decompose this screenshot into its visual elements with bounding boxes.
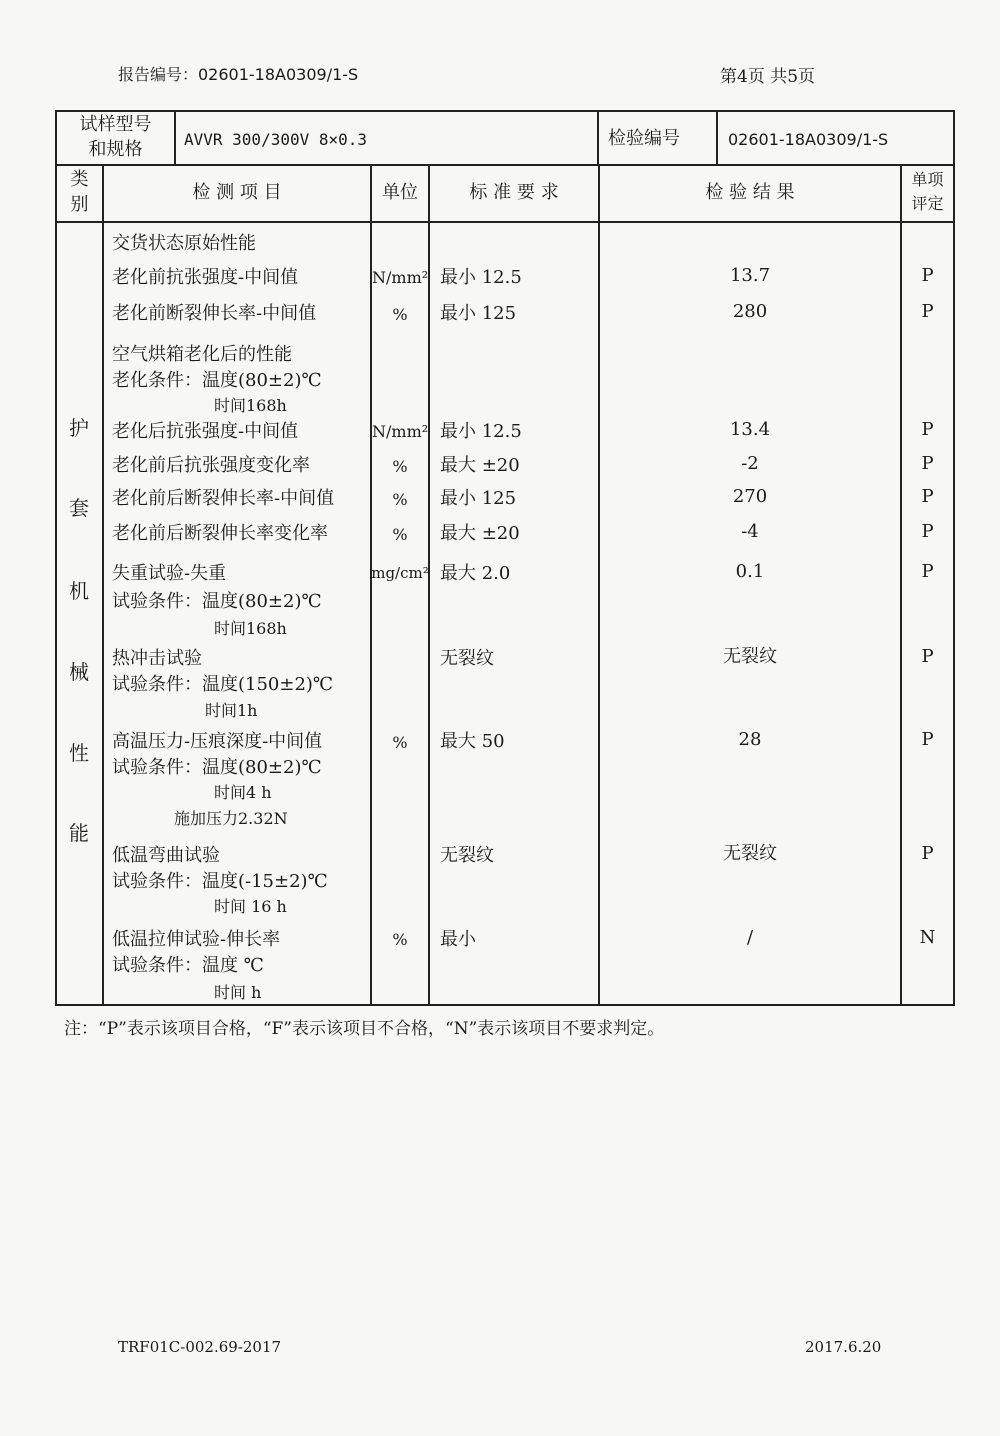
- header-unit: 单位: [382, 182, 418, 203]
- verdict-cell: P: [921, 301, 934, 322]
- category-char: 机: [69, 579, 89, 603]
- result-cell: 280: [732, 301, 768, 322]
- category-char: 护: [69, 416, 89, 440]
- test-condition: 试验条件：温度(150±2)℃: [112, 674, 334, 695]
- unit-cell: %: [392, 457, 408, 476]
- page-number: 第4页 共5页: [720, 67, 816, 87]
- category-char: 性: [69, 741, 89, 765]
- report-number: 报告编号：02601-18A0309/1-S: [118, 65, 359, 84]
- inspection-value: 02601-18A0309/1-S: [728, 130, 889, 149]
- result-cell: 13.7: [729, 265, 771, 286]
- footer-date: 2017.6.20: [805, 1338, 882, 1356]
- verdict-cell: P: [921, 265, 934, 286]
- result-cell: 270: [732, 486, 768, 507]
- verdict-cell: P: [921, 561, 934, 582]
- result-cell: -4: [741, 521, 759, 542]
- verdict-cell: P: [921, 729, 934, 750]
- unit-cell: N/mm²: [372, 268, 429, 287]
- test-condition: 时间168h: [214, 619, 287, 638]
- category-char: 械: [69, 660, 89, 684]
- result-cell: 13.4: [729, 419, 771, 440]
- header-category-2: 别: [70, 194, 89, 215]
- result-cell: 无裂纹: [723, 646, 777, 667]
- verdict-cell: P: [921, 453, 934, 474]
- test-item: 低温拉伸试验-伸长率: [112, 929, 281, 950]
- standard-cell: 最大 ±20: [440, 523, 520, 544]
- standard-cell: 最小 12.5: [440, 267, 522, 288]
- standard-cell: 最大 2.0: [440, 563, 511, 584]
- inspection-label: 检验编号: [608, 128, 680, 149]
- header-verdict: 单项: [911, 170, 944, 189]
- test-condition: 试验条件：温度 ℃: [112, 955, 264, 976]
- verdict-cell: P: [921, 419, 934, 440]
- form-code: TRF01C-002.69-2017: [118, 1338, 282, 1356]
- test-item: 低温弯曲试验: [112, 845, 220, 866]
- standard-cell: 最小: [440, 929, 476, 950]
- header-item: 检 测 项 目: [192, 182, 282, 203]
- test-condition: 试验条件：温度(80±2)℃: [112, 591, 322, 612]
- header-standard: 标 准 要 求: [469, 182, 559, 203]
- standard-cell: 最小 125: [440, 303, 517, 324]
- standard-cell: 最小 125: [440, 488, 517, 509]
- verdict-cell: P: [921, 521, 934, 542]
- test-item: 老化前后断裂伸长率变化率: [112, 523, 328, 544]
- verdict-cell: P: [921, 486, 934, 507]
- test-item: 失重试验-失重: [112, 563, 227, 584]
- result-cell: 0.1: [735, 561, 765, 582]
- category-char: 能: [69, 821, 89, 845]
- test-item: 热冲击试验: [112, 648, 202, 669]
- model-value: AVVR 300/300V 8×0.3: [184, 130, 368, 149]
- standard-cell: 无裂纹: [440, 648, 494, 669]
- unit-cell: %: [392, 930, 408, 949]
- result-cell: 无裂纹: [723, 843, 777, 864]
- standard-cell: 无裂纹: [440, 845, 494, 866]
- header-category: 类: [70, 169, 89, 190]
- test-item: 老化前后断裂伸长率-中间值: [112, 488, 335, 509]
- test-condition: 试验条件：温度(-15±2)℃: [112, 871, 328, 892]
- result-cell: 28: [738, 729, 762, 750]
- standard-cell: 最大 50: [440, 731, 505, 752]
- test-condition: 时间4 h: [214, 783, 272, 802]
- test-condition: 试验条件：温度(80±2)℃: [112, 757, 322, 778]
- header-result: 检 验 结 果: [705, 182, 795, 203]
- test-item: 高温压力-压痕深度-中间值: [112, 731, 323, 752]
- unit-cell: %: [392, 733, 408, 752]
- test-condition: 时间 16 h: [214, 897, 287, 916]
- test-item: 空气烘箱老化后的性能: [112, 344, 292, 365]
- unit-cell: %: [392, 490, 408, 509]
- test-condition: 时间168h: [214, 396, 287, 415]
- test-item: 交货状态原始性能: [112, 233, 256, 254]
- model-label: 试样型号: [79, 114, 152, 135]
- unit-cell: %: [392, 525, 408, 544]
- unit-cell: %: [392, 305, 408, 324]
- standard-cell: 最小 12.5: [440, 421, 522, 442]
- test-item: 老化后抗张强度-中间值: [112, 421, 299, 442]
- header-verdict-2: 评定: [911, 194, 944, 213]
- test-condition: 老化条件：温度(80±2)℃: [112, 370, 322, 391]
- verdict-cell: P: [921, 646, 934, 667]
- model-label-2: 和规格: [88, 139, 143, 160]
- verdict-cell: N: [919, 927, 936, 948]
- test-item: 老化前断裂伸长率-中间值: [112, 303, 317, 324]
- unit-cell: N/mm²: [372, 422, 429, 441]
- standard-cell: 最大 ±20: [440, 455, 520, 476]
- category-char: 套: [69, 496, 89, 520]
- unit-cell: mg/cm²: [371, 564, 429, 582]
- verdict-cell: P: [921, 843, 934, 864]
- test-item: 老化前后抗张强度变化率: [112, 455, 310, 476]
- test-condition: 施加压力2.32N: [174, 809, 288, 828]
- note: 注：“P”表示该项目合格，“F”表示该项目不合格，“N”表示该项目不要求判定。: [64, 1019, 665, 1039]
- test-condition: 时间 h: [214, 983, 262, 1002]
- result-cell: -2: [741, 453, 759, 474]
- test-condition: 时间1h: [205, 701, 258, 720]
- test-item: 老化前抗张强度-中间值: [112, 267, 299, 288]
- result-cell: /: [746, 927, 754, 948]
